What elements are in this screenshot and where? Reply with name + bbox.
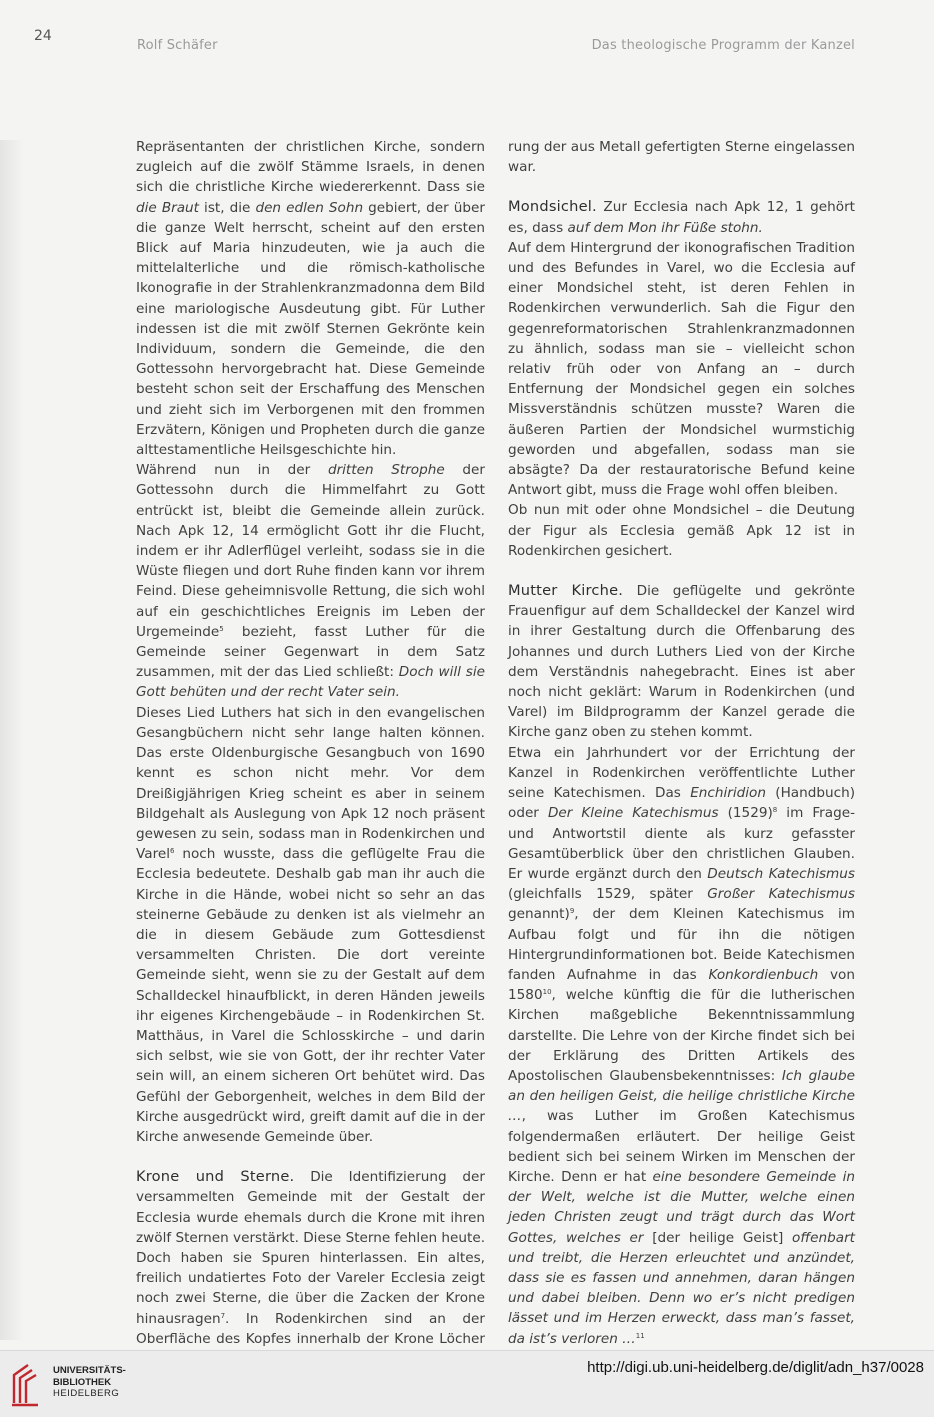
footnote-ref: 10 [542,988,552,997]
text-run: Repräsentanten der christlichen Kirche, sondern zugleich auf die zwölf Stämme Israels, in denen sich die christliche Kirche wiedererkennt. Dass sie [136,139,485,196]
running-header-author: Rolf Schäfer [137,38,218,53]
ub-heidelberg-logo-icon [10,1361,48,1407]
emphasis-text: Großer Katechismus [707,886,855,903]
page-number: 24 [34,28,52,44]
footnote-ref: 7 [220,1311,226,1320]
section-heading: Krone und Sterne. [136,1168,295,1186]
paragraph-mondsichel [508,197,855,237]
digitization-footer [0,1350,934,1417]
emphasis-text: dritten Strophe [327,462,445,479]
text-run: , welche künftig die für die lutherischen Kirchen maßgebliche Bekenntnissammlung darstellte. Die Lehre von der Kirche findet sich bei der Erklärung des Dritten Artikels des Apostolischen Glaubensbekenntnisses: [508,987,855,1084]
text-run: der Gottessohn durch die Himmelfahrt zu Gott entrückt ist, bleibt die Gemeinde allein zurück. Nach Apk 12, 14 ermöglicht Gott ihr die Flucht, indem er ihr Adlerflügel verleiht, sodass sie in die Wüste fliegen und dort Ruhe finden kann vor ihrem Feind. Diese geheimnisvolle Rettung, die sich wohl auf ein geschichtliches Ereignis im Leben der Urgemeinde [136,462,485,640]
text-run: (Handbuch) oder [508,785,856,822]
text-run: . In Rodenkirchen sind an der Oberfläche des Kopfes innerhalb der Krone Löcher [136,1310,485,1347]
footnote-ref: 11 [635,1331,645,1340]
text-run: Dieses Lied Luthers hat sich in den evangelischen Gesangbüchern nicht sehr lange halten können. Das erste Oldenburgische Gesangbuch von 1690 kennt es schon nicht mehr. Vor dem Dreißigjährigen Krieg scheint es aber in seinem Bildgehalt als Auslegung von Apk 12 noch präsent gewesen zu sein, sodass man in Rodenkirchen und Varel [136,704,485,863]
emphasis-text: den edlen Sohn [255,199,364,216]
footnote-ref: 8 [772,806,778,815]
library-name-line: BIBLIOTHEK [53,1376,112,1388]
emphasis-text: Enchiridion [690,785,766,802]
emphasis-text: Konkordienbuch [708,966,819,983]
footnote-ref: 5 [219,624,224,633]
text-run: , der dem Kleinen Katechismus im Aufbau folgt und für ihn die nötigen Hintergrundinformationen bot. Beide Katechismen fanden Aufnahme in das [508,906,855,983]
library-name [53,1365,126,1400]
library-name-line: UNIVERSITÄTS- [53,1365,126,1376]
text-run: Die Identifizierung der versammelten Gemeinde mit der Gestalt der Ecclesia wurde ehemals durch die Krone mit ihren zwölf Sternen verstärkt. Diese Sterne fehlen heute. Doch haben sie Spuren hinterlassen. Ein altes, freilich undatiertes Foto der Vareler Ecclesia zeigt noch zwei Sterne, die über die Zacken der Krone hinausragen [136,1169,486,1327]
paragraph-mutter-kirche [508,581,855,743]
right-text-column [508,137,855,1349]
text-run: [der heilige Geist] [643,1229,793,1246]
footnote-ref: 9 [569,907,575,916]
section-heading: Mondsichel. [508,198,597,216]
paragraph [136,460,485,702]
emphasis-text: die Braut [136,199,200,216]
emphasis-text: Doch will sie Gott behüten und der recht Vater sein. [136,664,485,701]
emphasis-text: Ich glaube an den heiligen Geist, die heilige christliche Kirche … [508,1067,855,1125]
paragraph [508,137,855,177]
emphasis-text: Deutsch Katechismus [707,865,855,882]
paragraph [136,137,485,460]
text-run: genannt) [508,906,570,923]
text-run: im Frage- und Antwortstil diente als kurz gefasster Gesamtüberblick über den christlichen Glauben. Er wurde ergänzt durch den [508,805,855,882]
running-header-title: Das theologische Programm der Kanzel [591,38,855,53]
text-run: rung der aus Metall gefertigten Sterne eingelassen war. [508,139,855,176]
source-url-link[interactable]: http://digi.ub.uni-heidelberg.de/diglit/adn_h37/0028 [587,1359,924,1376]
text-run: gebiert, der über die ganze Welt herrscht, scheint auf den ersten Blick auf Maria hinzudeuten, wie ja auch die mittelalterliche und die römisch-katholische Ikonografie in der Strahlenkranzmadonna dem Bild eine mariologische Ausdeutung gibt. Für Luther indessen ist die mit zwölf Sternen Gekrönte kein Individuum, sondern die Gemeinde, die den Gottessohn hervorgebracht hat. Diese Gemeinde besteht schon seit der Erschaffung des Menschen und zieht sich im Verborgenen mit den frommen Erzvätern, Königen und Propheten durch die ganze alttestamentliche Heilsgeschichte hin. [136,199,485,459]
paragraph [508,743,855,1349]
text-run: Etwa ein Jahrhundert vor der Errichtung der Kanzel in Rodenkirchen veröffentlichte Luther seine Katechismen. Das [508,744,855,802]
paragraph [136,703,485,1147]
text-run: ist, die [199,199,256,216]
text-run: Auf dem Hintergrund der ikonografischen Tradition und des Befundes in Varel, wo die Ecclesia auf einer Mondsichel steht, ist deren Fehlen in Rodenkirchen verwunderlich. Sah die Figur den gegenreformatorischen Strahlenkranzmadonnen zu ähnlich, sodass man sie – vielleicht schon relativ früh oder von Anfang an – durch Entfernung der Mondsichel gegen ein solches Missverständnis schützen musste? Waren die äußeren Partien der Mondsichel wurmstichig geworden und abgefallen, sodass man sie absägte? Da der restauratorische Befund keine Antwort gibt, muss die Frage wohl offen bleiben. [508,239,855,499]
text-run: Die geflügelte und gekrönte Frauenfigur auf dem Schalldeckel der Kanzel wird in ihrer Gestaltung durch die Offenbarung des Johannes und durch Luthers Lied von der Kirche dem Verständnis nahegebracht. Eines ist aber noch nicht geklärt: Warum in Rodenkirchen (und Varel) im Bildprogramm der Kanzel gerade die Kirche ganz oben zu stehen kommt. [508,583,855,741]
emphasis-text: offenbart und treibt, die Herzen erleuchtet und anzündet, dass sie es fassen und annehmen, daran hängen und dabei bleiben. Denn wo er’s nicht predigen lässet und im Herzen erweckt, dass man’s fasset, da ist’s verloren … [508,1229,855,1347]
text-run: von 1580 [508,966,855,1004]
text-run: , was Luther im Großen Katechismus folgendermaßen erläutert. Der heilige Geist bedient sich bei seinem Wirken im Menschen der Kirche. Denn er hat [508,1108,855,1185]
text-run: (gleichfalls 1529, später [508,886,708,903]
footnote-ref: 6 [170,847,175,856]
emphasis-text: eine besondere Gemeinde in der Welt, welche ist die Mutter, welche einen jeden Christen zeugt und trägt durch das Wort Gottes, welches er [508,1168,855,1246]
text-run: bezieht, fasst Luther für die Gemeinde seiner Gegenwart in dem Satz zusammen, mit der das Lied schließt: [136,623,485,681]
paragraph [508,238,855,501]
paragraph-krone-und-sterne [136,1167,485,1369]
page-edge-shadow [0,140,24,1340]
emphasis-text: Der Kleine Katechismus [547,805,719,822]
library-name-line: HEIDELBERG [53,1388,120,1399]
section-heading: Mutter Kirche. [508,582,624,600]
paragraph [508,500,855,561]
text-run: (1529) [718,805,773,822]
text-run: Während nun in der [136,462,328,479]
text-run: Zur Ecclesia nach Apk 12, 1 gehört es, dass [508,199,855,236]
emphasis-text: auf dem Mon ihr Füße stohn. [567,219,763,236]
text-run: noch wusste, dass die geflügelte Frau die Ecclesia bedeutete. Deshalb gab man ihr auch die Kirche in die Hände, wobei nicht so sehr an das steinerne Gebäude zu denken ist als vielmehr an die in diesem Gebäude zum Gottesdienst versammelten Christen. Die dort vereinte Gemeinde sieht, wenn sie zu der Gestalt auf dem Schalldeckel hinaufblickt, in deren Händen jeweils ihr eigenes Kirchengebäude – in Rodenkirchen St. Matthäus, in Varel die Schlosskirche – und darin sich selbst, wie sie von Gott, der ihr rechter Vater sein will, an einem sicheren Ort behütet wird. Das Gefühl der Geborgenheit, welches in dem Bild der Kirche ausgedrückt wird, greift damit auf die in der Kirche anwesende Gemeinde über. [136,846,485,1145]
text-run: Ob nun mit oder ohne Mondsichel – die Deutung der Figur als Ecclesia gemäß Apk 12 ist in Rodenkirchen gesichert. [508,502,855,559]
left-text-column [136,137,485,1369]
